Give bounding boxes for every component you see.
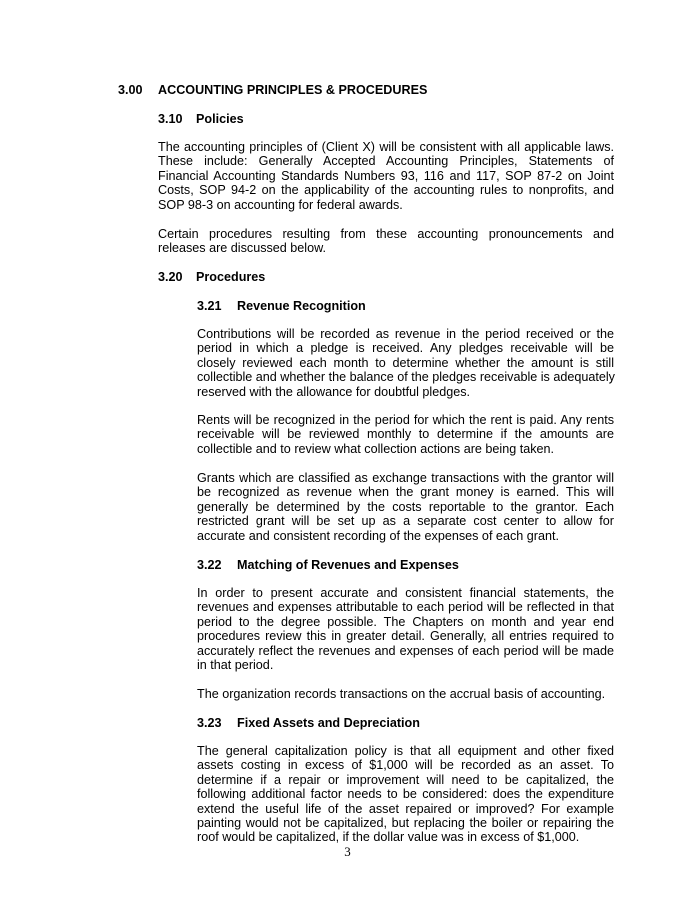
section-number: 3.00 xyxy=(118,83,143,97)
text-line: Grants which are classified as exchange transactions with the grantor will xyxy=(197,471,614,485)
text-line: extend the useful life of the asset repaired or improved? For example xyxy=(197,801,614,816)
section-title: Procedures xyxy=(196,270,266,284)
text-line: receivable will be reviewed monthly to determine if the amounts are xyxy=(197,427,614,442)
text-line: determine if a repair or improvement will need to be capitalized, the xyxy=(197,772,614,787)
text-line: revenues and expenses attributable to each period will be reflected in that xyxy=(197,600,614,615)
text-line: accurately reflect the revenues and expenses of each period will be made xyxy=(197,643,614,658)
text-line: Contributions will be recorded as revenue in the period received or the xyxy=(197,327,614,341)
text-line: reserved with the allowance for doubtful pledges. xyxy=(197,384,471,399)
matching-paragraph-2 xyxy=(197,687,614,701)
text-line: These include: Generally Accepted Accounting Principles, Statements of xyxy=(158,154,614,169)
text-line: The organization records transactions on the accrual basis of accounting. xyxy=(197,687,606,701)
text-line: procedures review this in greater detail. Generally, all entries required to xyxy=(197,629,614,644)
text-line: In order to present accurate and consistent financial statements, the xyxy=(197,586,614,600)
page-number: 3 xyxy=(344,844,351,859)
text-line: releases are discussed below. xyxy=(158,241,327,256)
section-number: 3.10 xyxy=(158,112,183,126)
heading-3-21 xyxy=(197,299,366,313)
section-number: 3.20 xyxy=(158,270,183,284)
revenue-paragraph-3 xyxy=(197,471,614,543)
section-title: ACCOUNTING PRINCIPLES & PROCEDURES xyxy=(158,83,428,97)
text-line: following additional factor needs to be considered: does the expenditure xyxy=(197,787,614,802)
text-line: collectible and whether the balance of the pledges receivable is adequately xyxy=(197,370,615,385)
text-line: painting would not be capitalized, but replacing the boiler or repairing the xyxy=(197,815,614,830)
text-line: The accounting principles of (Client X) will be consistent with all applicable laws. xyxy=(158,140,614,154)
heading-3-20 xyxy=(158,270,265,284)
text-line: Rents will be recognized in the period for which the rent is paid. Any rents xyxy=(197,413,614,427)
text-line: roof would be capitalized, if the dollar value was in excess of $1,000. xyxy=(197,830,580,845)
heading-3-00 xyxy=(118,83,427,97)
section-title: Revenue Recognition xyxy=(237,299,366,313)
text-line: in that period. xyxy=(197,657,274,672)
text-line: collectible and to review what collection actions are being taken. xyxy=(197,441,555,456)
section-title: Fixed Assets and Depreciation xyxy=(237,716,420,730)
text-line: assets costing in excess of $1,000 will be recorded as an asset. To xyxy=(197,758,614,773)
section-number: 3.23 xyxy=(197,716,222,730)
matching-paragraph-1 xyxy=(197,586,614,672)
section-number: 3.21 xyxy=(197,299,222,313)
text-line: Costs, SOP 94-2 on the applicability of the accounting rules to nonprofits, and xyxy=(158,183,614,198)
revenue-paragraph-2 xyxy=(197,413,614,456)
text-line: Financial Accounting Standards Numbers 93, 116 and 117, SOP 87-2 on Joint xyxy=(158,168,614,183)
text-line: period to the degree possible. The Chapters on month and year end xyxy=(197,614,614,629)
text-line: be recognized as revenue when the grant money is earned. This will xyxy=(197,485,614,500)
text-line: Certain procedures resulting from these accounting pronouncements and xyxy=(158,227,614,241)
revenue-paragraph-1 xyxy=(197,327,614,399)
heading-3-22 xyxy=(197,558,459,572)
fixed-assets-paragraph-1 xyxy=(197,744,614,845)
text-line: restricted grant will be set up as a separate cost center to allow for xyxy=(197,514,614,529)
section-title: Policies xyxy=(196,112,244,126)
text-line: accurate and consistent recording of the expenses of each grant. xyxy=(197,528,559,543)
policies-paragraph-2 xyxy=(158,227,614,256)
text-line: The general capitalization policy is that all equipment and other fixed xyxy=(197,744,614,758)
heading-3-10 xyxy=(158,112,244,126)
text-line: closely reviewed each month to determine whether the amount is still xyxy=(197,355,614,370)
text-line: SOP 98-3 on accounting for federal awards. xyxy=(158,197,403,212)
section-number: 3.22 xyxy=(197,558,222,572)
heading-3-23 xyxy=(197,716,420,730)
policies-paragraph-1 xyxy=(158,140,614,212)
text-line: period in which a pledge is received. Any pledges receivable will be xyxy=(197,341,614,356)
text-line: generally be determined by the costs reportable to the grantor. Each xyxy=(197,499,614,514)
section-title: Matching of Revenues and Expenses xyxy=(237,558,459,572)
